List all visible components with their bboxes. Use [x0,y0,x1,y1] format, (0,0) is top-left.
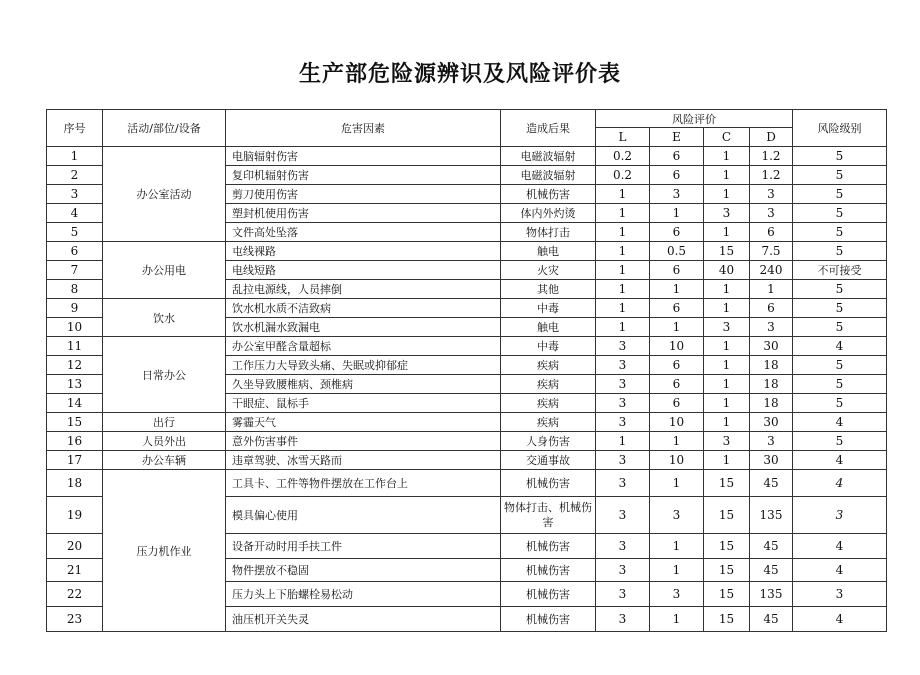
cell-l: 1 [596,432,650,451]
cell-e: 6 [650,223,704,242]
cell-no: 5 [47,223,103,242]
cell-d: 1.2 [750,166,793,185]
cell-c: 15 [704,497,750,534]
table-row [47,432,887,451]
cell-l: 3 [596,582,650,607]
cell-level: 3 [793,497,887,534]
cell-consequence: 火灾 [501,261,596,280]
cell-hazard: 电线短路 [226,261,501,280]
cell-d: 3 [750,432,793,451]
cell-no: 10 [47,318,103,337]
cell-c: 1 [704,356,750,375]
risk-table [46,109,887,632]
cell-level: 4 [793,451,887,470]
cell-level: 5 [793,204,887,223]
cell-c: 15 [704,242,750,261]
cell-consequence: 物体打击、机械伤害 [501,497,596,534]
cell-no: 22 [47,582,103,607]
cell-hazard: 物件摆放不稳固 [226,559,501,582]
cell-hazard: 设备开动时用手扶工件 [226,534,501,559]
cell-level: 5 [793,185,887,204]
group-press: 压力机作业 [103,470,226,632]
group-office-vehicle: 办公车辆 [103,451,226,470]
cell-hazard: 模具偏心使用 [226,497,501,534]
cell-c: 40 [704,261,750,280]
cell-consequence: 人身伤害 [501,432,596,451]
cell-e: 1 [650,318,704,337]
cell-d: 1 [750,280,793,299]
cell-no: 18 [47,470,103,497]
cell-d: 30 [750,451,793,470]
cell-e: 1 [650,559,704,582]
cell-no: 17 [47,451,103,470]
table-row [47,337,887,356]
cell-c: 1 [704,280,750,299]
cell-e: 6 [650,299,704,318]
cell-d: 30 [750,337,793,356]
cell-c: 15 [704,470,750,497]
cell-level: 5 [793,280,887,299]
cell-no: 7 [47,261,103,280]
cell-l: 3 [596,356,650,375]
cell-d: 6 [750,223,793,242]
cell-consequence: 中毒 [501,299,596,318]
cell-l: 1 [596,242,650,261]
cell-no: 14 [47,394,103,413]
cell-c: 15 [704,582,750,607]
cell-e: 6 [650,356,704,375]
cell-l: 3 [596,337,650,356]
table-row [47,147,887,166]
cell-consequence: 疾病 [501,356,596,375]
cell-consequence: 触电 [501,242,596,261]
table-row [47,470,887,497]
table-row [47,451,887,470]
cell-no: 13 [47,375,103,394]
cell-hazard: 压力头上下胎螺栓易松动 [226,582,501,607]
cell-hazard: 屯线裸路 [226,242,501,261]
cell-d: 135 [750,497,793,534]
cell-e: 1 [650,204,704,223]
cell-level: 5 [793,223,887,242]
header-l: L [596,128,650,147]
cell-l: 1 [596,204,650,223]
cell-c: 1 [704,147,750,166]
cell-l: 3 [596,607,650,632]
header-consequence: 造成后果 [501,110,596,147]
cell-level: 4 [793,337,887,356]
group-travel: 出行 [103,413,226,432]
cell-e: 6 [650,261,704,280]
cell-no: 6 [47,242,103,261]
cell-c: 1 [704,223,750,242]
cell-consequence: 交通事故 [501,451,596,470]
cell-e: 6 [650,375,704,394]
cell-consequence: 机械伤害 [501,582,596,607]
cell-hazard: 雾霾天气 [226,413,501,432]
cell-c: 1 [704,299,750,318]
cell-e: 10 [650,451,704,470]
header-hazard: 危害因素 [226,110,501,147]
cell-hazard: 塑封机使用伤害 [226,204,501,223]
cell-d: 45 [750,470,793,497]
table-row [47,413,887,432]
cell-no: 15 [47,413,103,432]
cell-c: 3 [704,432,750,451]
cell-consequence: 机械伤害 [501,534,596,559]
cell-consequence: 中毒 [501,337,596,356]
cell-level: 4 [793,534,887,559]
cell-e: 0.5 [650,242,704,261]
table-row [47,242,887,261]
cell-c: 15 [704,559,750,582]
cell-no: 11 [47,337,103,356]
header-no: 序号 [47,110,103,147]
cell-d: 3 [750,318,793,337]
cell-e: 1 [650,534,704,559]
cell-l: 1 [596,185,650,204]
page-title: 生产部危险源辨识及风险评价表 [298,62,621,87]
cell-e: 3 [650,185,704,204]
cell-e: 10 [650,337,704,356]
header-activity: 活动/部位/设备 [103,110,226,147]
cell-consequence: 机械伤害 [501,185,596,204]
header-c: C [704,128,750,147]
cell-d: 45 [750,559,793,582]
cell-l: 1 [596,318,650,337]
cell-level: 5 [793,432,887,451]
group-office-power: 办公用电 [103,242,226,299]
cell-l: 3 [596,394,650,413]
cell-hazard: 办公室甲醛含量超标 [226,337,501,356]
cell-l: 1 [596,223,650,242]
cell-d: 18 [750,375,793,394]
cell-consequence: 物体打击 [501,223,596,242]
cell-consequence: 疾病 [501,394,596,413]
cell-l: 1 [596,280,650,299]
cell-hazard: 电脑辐射伤害 [226,147,501,166]
cell-e: 1 [650,280,704,299]
cell-l: 3 [596,559,650,582]
cell-hazard: 久坐导致腰椎病、颈椎病 [226,375,501,394]
cell-l: 3 [596,497,650,534]
cell-c: 1 [704,337,750,356]
cell-hazard: 饮水机漏水致漏电 [226,318,501,337]
cell-e: 1 [650,470,704,497]
cell-consequence: 疾病 [501,375,596,394]
cell-hazard: 油压机开关失灵 [226,607,501,632]
cell-no: 3 [47,185,103,204]
cell-level: 5 [793,299,887,318]
cell-consequence: 机械伤害 [501,559,596,582]
cell-level: 4 [793,607,887,632]
cell-hazard: 意外伤害事件 [226,432,501,451]
header-risk-eval: 风险评价 [596,110,793,128]
cell-consequence: 机械伤害 [501,607,596,632]
header-d: D [750,128,793,147]
cell-d: 240 [750,261,793,280]
cell-e: 3 [650,582,704,607]
cell-e: 1 [650,432,704,451]
cell-no: 21 [47,559,103,582]
cell-level: 4 [793,559,887,582]
cell-c: 1 [704,375,750,394]
cell-d: 135 [750,582,793,607]
cell-e: 10 [650,413,704,432]
cell-level: 5 [793,356,887,375]
cell-hazard: 文件高处坠落 [226,223,501,242]
cell-e: 6 [650,166,704,185]
cell-level: 5 [793,394,887,413]
cell-l: 0.2 [596,166,650,185]
cell-no: 23 [47,607,103,632]
cell-c: 1 [704,394,750,413]
group-staff-out: 人员外出 [103,432,226,451]
group-office-activity: 办公室活动 [103,147,226,242]
cell-d: 1.2 [750,147,793,166]
cell-d: 6 [750,299,793,318]
cell-no: 4 [47,204,103,223]
cell-no: 1 [47,147,103,166]
cell-hazard: 复印机辐射伤害 [226,166,501,185]
cell-level: 5 [793,318,887,337]
cell-d: 18 [750,356,793,375]
cell-consequence: 其他 [501,280,596,299]
cell-hazard: 违章驾驶、冰雪天路而 [226,451,501,470]
cell-level: 4 [793,470,887,497]
cell-d: 45 [750,607,793,632]
cell-l: 1 [596,261,650,280]
cell-c: 1 [704,413,750,432]
cell-consequence: 疾病 [501,413,596,432]
cell-no: 12 [47,356,103,375]
cell-l: 1 [596,299,650,318]
cell-c: 1 [704,166,750,185]
cell-level: 5 [793,166,887,185]
cell-hazard: 工具卡、工件等物件摆放在工作台上 [226,470,501,497]
cell-level: 5 [793,242,887,261]
cell-hazard: 干眼症、鼠标手 [226,394,501,413]
cell-d: 7.5 [750,242,793,261]
cell-c: 3 [704,318,750,337]
cell-l: 3 [596,470,650,497]
cell-d: 18 [750,394,793,413]
cell-e: 3 [650,497,704,534]
cell-no: 8 [47,280,103,299]
cell-consequence: 触电 [501,318,596,337]
cell-e: 1 [650,607,704,632]
header-level: 风险级别 [793,110,887,147]
cell-d: 3 [750,204,793,223]
cell-l: 3 [596,413,650,432]
cell-l: 3 [596,534,650,559]
cell-l: 3 [596,375,650,394]
cell-consequence: 电磁波辐射 [501,147,596,166]
cell-hazard: 乱拉电源线，人员摔倒 [226,280,501,299]
cell-consequence: 体内外灼烫 [501,204,596,223]
cell-consequence: 电磁波辐射 [501,166,596,185]
cell-no: 16 [47,432,103,451]
cell-d: 45 [750,534,793,559]
table-row [47,299,887,318]
cell-hazard: 剪刀使用伤害 [226,185,501,204]
cell-c: 1 [704,185,750,204]
cell-no: 9 [47,299,103,318]
header-e: E [650,128,704,147]
cell-level: 3 [793,582,887,607]
cell-level: 5 [793,375,887,394]
cell-level: 不可接受 [793,261,887,280]
cell-no: 2 [47,166,103,185]
group-daily-office: 日常办公 [103,337,226,413]
cell-d: 3 [750,185,793,204]
cell-c: 15 [704,534,750,559]
cell-c: 3 [704,204,750,223]
cell-hazard: 饮水机水质不洁致病 [226,299,501,318]
cell-c: 15 [704,607,750,632]
cell-l: 3 [596,451,650,470]
cell-e: 6 [650,394,704,413]
cell-hazard: 工作压力大导致头痛、失眠或抑郁症 [226,356,501,375]
cell-no: 20 [47,534,103,559]
cell-level: 5 [793,147,887,166]
cell-consequence: 机械伤害 [501,470,596,497]
cell-d: 30 [750,413,793,432]
cell-l: 0.2 [596,147,650,166]
cell-level: 4 [793,413,887,432]
cell-no: 19 [47,497,103,534]
cell-e: 6 [650,147,704,166]
group-water: 饮水 [103,299,226,337]
cell-c: 1 [704,451,750,470]
